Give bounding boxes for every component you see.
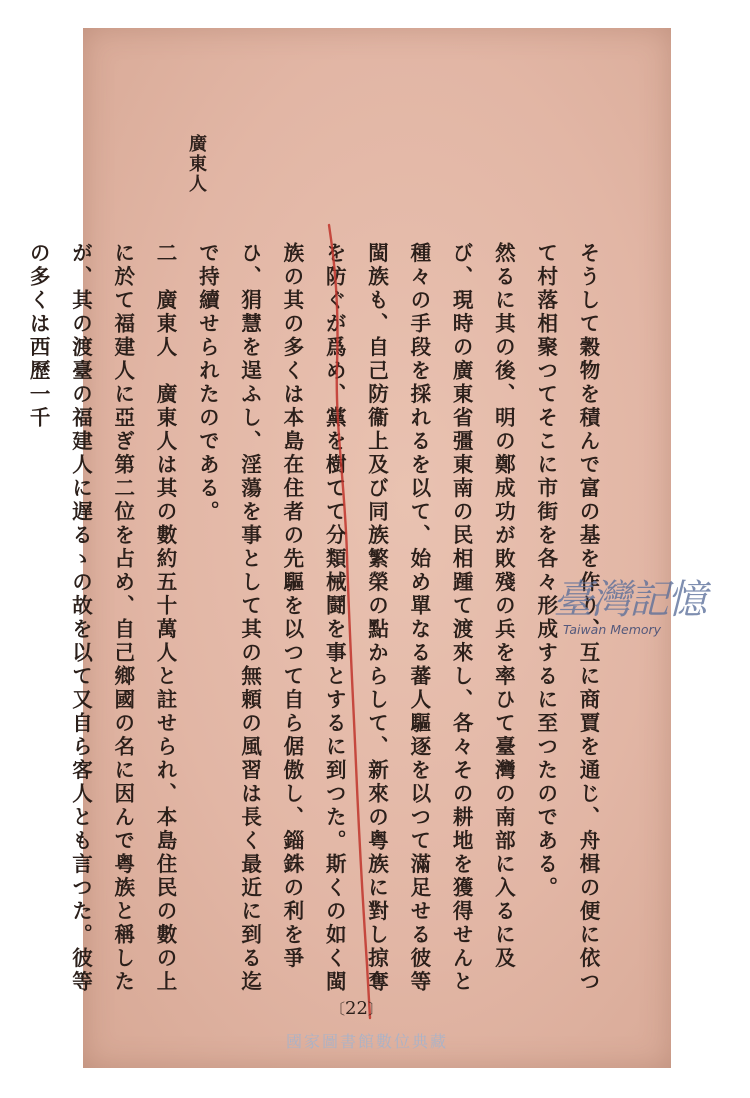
library-footer: 國家圖書館數位典藏 xyxy=(286,1032,449,1051)
watermark-cn: 臺灣記憶 xyxy=(553,577,705,623)
page-number-value: 22 xyxy=(345,998,368,1019)
watermark-en: Taiwan Memory xyxy=(563,622,662,637)
paragraph-2: 然るに其の後、明の鄭成功が敗殘の兵を率ひて臺灣の南部に入るに及び、現時の廣東省彊東南の民相踵て渡來し、各々その耕地を獲得せんと種々の手段を採れるを以て、始め單なる蕃人驅逐を以つて滿足せる彼等閩族も、自己防衞上及び同族繁榮の點からして、新來の粤族に對し掠奪を防ぐが爲め、黨を樹てて分類械鬪を事とするに到つた。斯くの如く閩族の其の多くは本島在住者の先驅を以つて自ら倨傲し、錙銖の利を爭ひ、狷慧を逞ふし、淫蕩を事として其の無頼の風習は長く最近に到る迄で持續せられたのである。 xyxy=(195,242,516,994)
document-page xyxy=(26,28,705,1068)
watermark-logo xyxy=(553,564,743,654)
page-number: 〔22〕 xyxy=(330,998,383,1019)
paragraph-1: そうして穀物を積んで富の基を作り、互に商賈を通じ、舟楫の便に依つて村落相聚つてそこに市街を各々形成するに至つたのである。 xyxy=(533,242,600,994)
paragraph-3: 二 廣東人 廣東人は其の數約五十萬人と註せられ、本島住民の數の上に於て福建人に亞ぎ第二位を占め、自己鄉國の名に因んで粤族と稱したが、其の渡臺の福建人に遅るゝの故を以て又自ら客人とも言つた。彼等の多くは西歷一千 xyxy=(26,242,178,994)
running-header: 廣東人 xyxy=(186,134,207,194)
